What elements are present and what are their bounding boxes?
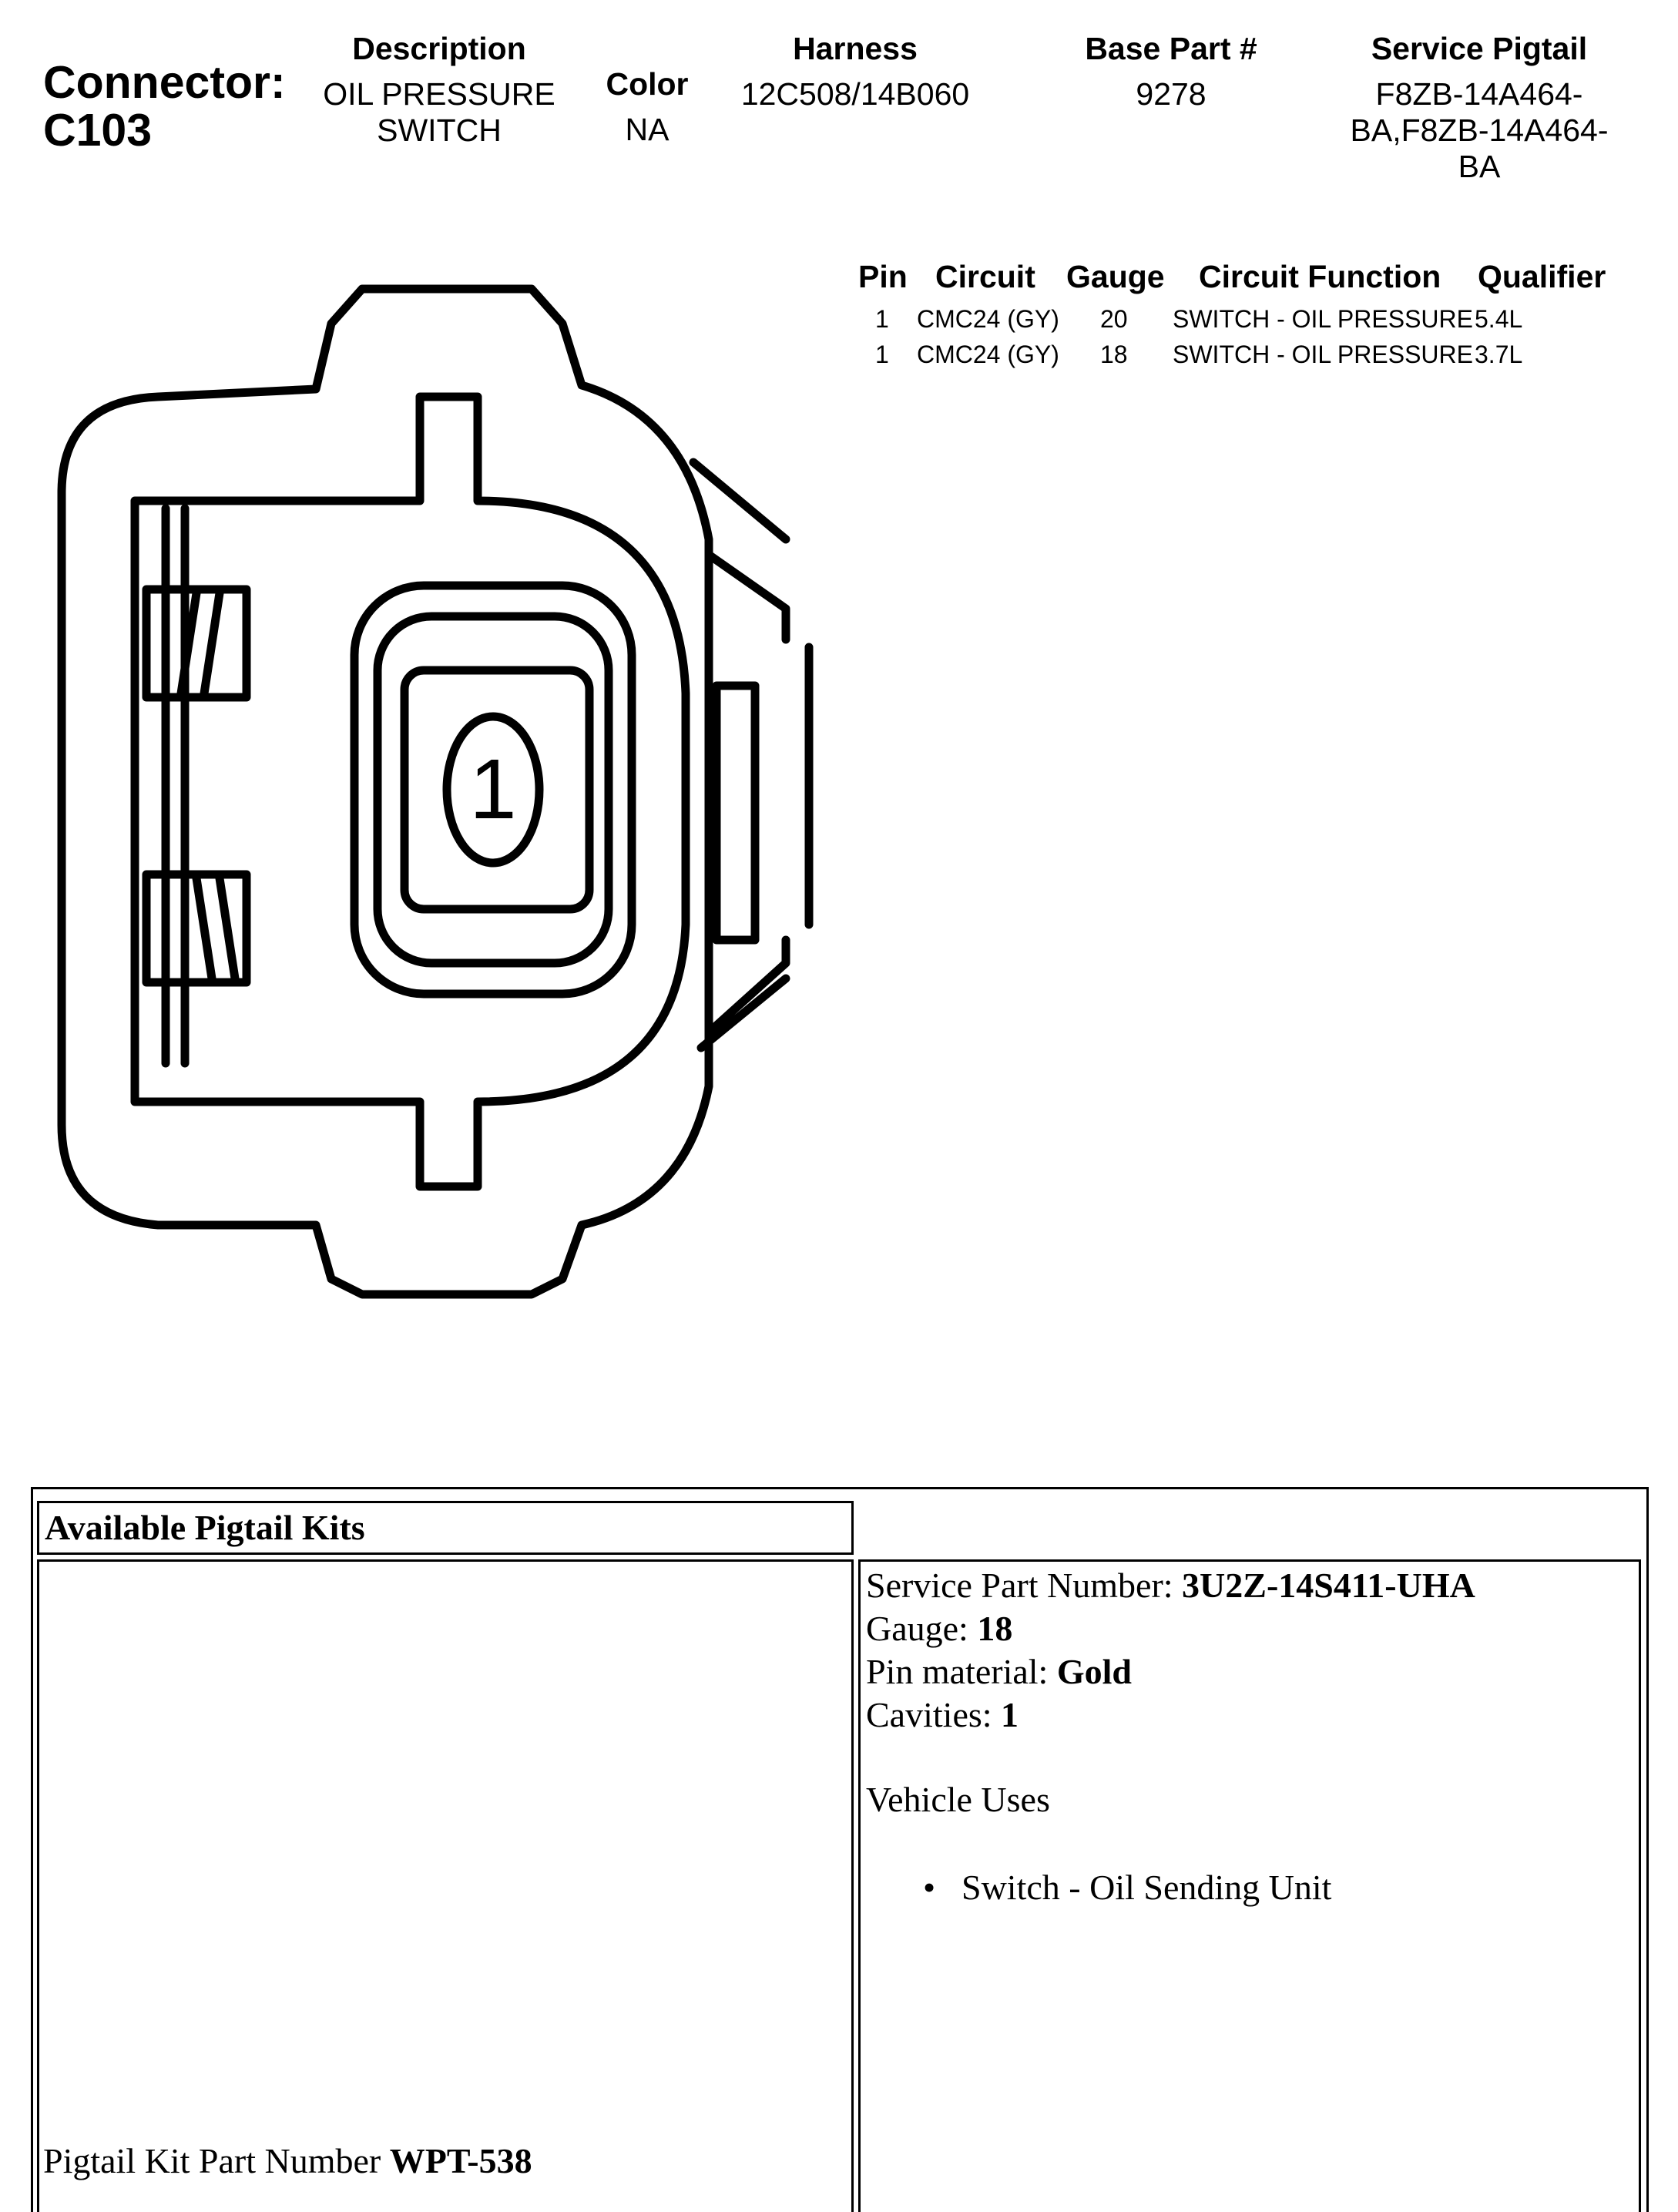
cavity-outline — [135, 397, 686, 1187]
service-part-line — [866, 1564, 1475, 1607]
color-column — [586, 66, 709, 148]
description-column — [293, 31, 586, 149]
latch-tab — [717, 686, 755, 940]
row-qualifier: 5.4L — [1475, 305, 1523, 333]
connector-label-text: Connector: — [43, 57, 286, 108]
harness-header: Harness — [793, 31, 918, 66]
pin-material-label: Pin material: — [866, 1652, 1057, 1691]
harness-column — [693, 31, 1017, 112]
color-header: Color — [606, 66, 689, 102]
kit-part-value: WPT-538 — [389, 2141, 532, 2180]
base-part-column — [1055, 31, 1287, 112]
vehicle-uses-label: Vehicle Uses — [866, 1780, 1050, 1819]
row-gauge: 18 — [1100, 341, 1128, 368]
vehicle-uses-list — [961, 1866, 1475, 1909]
tab-hatch — [220, 878, 235, 978]
cavities-line — [866, 1693, 1475, 1737]
circuit-header: Circuit — [935, 259, 1035, 294]
pigtail-kit-image-cell — [37, 1559, 854, 2212]
base-part-value: 9278 — [1136, 76, 1206, 112]
connector-face-diagram — [31, 262, 832, 1310]
kit-part-label: Pigtail Kit Part Number — [43, 2141, 390, 2180]
tab-hatch — [196, 878, 212, 978]
pin-material-line — [866, 1650, 1475, 1693]
connector-label — [43, 59, 286, 154]
description-line2: SWITCH — [377, 112, 502, 148]
description-header: Description — [352, 31, 526, 66]
color-value: NA — [625, 112, 670, 147]
pigtail-kit-part-line — [43, 2140, 532, 2181]
row-pin: 1 — [875, 305, 889, 333]
gauge-line — [866, 1607, 1475, 1650]
gauge-label: Gauge: — [866, 1609, 978, 1648]
gauge-header: Gauge — [1066, 259, 1165, 294]
row-circuit: CMC24 (GY) — [917, 305, 1059, 333]
service-part-value: 3U2Z-14S411-UHA — [1182, 1566, 1475, 1605]
pigtail-kit-details — [866, 1564, 1475, 1909]
connector-id: C103 — [43, 105, 153, 156]
base-part-header: Base Part # — [1085, 31, 1257, 66]
list-item: • Switch - Oil Sending Unit — [961, 1866, 1475, 1909]
gauge-value: 18 — [977, 1609, 1013, 1648]
cavities-value: 1 — [1001, 1695, 1019, 1734]
cavities-label: Cavities: — [866, 1695, 1002, 1734]
function-header: Circuit Function — [1199, 259, 1441, 294]
row-pin: 1 — [875, 341, 889, 368]
pin-1-label: 1 — [469, 742, 517, 837]
pigtail-kits-title: Available Pigtail Kits — [45, 1508, 365, 1547]
row-function: SWITCH - OIL PRESSURE — [1173, 341, 1473, 368]
row-circuit: CMC24 (GY) — [917, 341, 1059, 368]
description-line1: OIL PRESSURE — [323, 76, 555, 112]
tab-hatch — [204, 593, 220, 693]
row-qualifier: 3.7L — [1475, 341, 1523, 368]
service-part-label: Service Part Number: — [866, 1566, 1183, 1605]
pin-material-value: Gold — [1056, 1652, 1132, 1691]
service-pigtail-line1: F8ZB-14A464- — [1375, 76, 1583, 112]
row-function: SWITCH - OIL PRESSURE — [1173, 305, 1473, 333]
service-pigtail-line2: BA,F8ZB-14A464- — [1350, 112, 1609, 148]
harness-value: 12C508/14B060 — [740, 76, 970, 112]
service-pigtail-header: Service Pigtail — [1371, 31, 1588, 66]
qualifier-header: Qualifier — [1478, 259, 1606, 294]
pin-header: Pin — [858, 259, 908, 294]
row-gauge: 20 — [1100, 305, 1128, 333]
service-pigtail-column — [1310, 31, 1649, 185]
service-pigtail-line3: BA — [1458, 149, 1501, 184]
